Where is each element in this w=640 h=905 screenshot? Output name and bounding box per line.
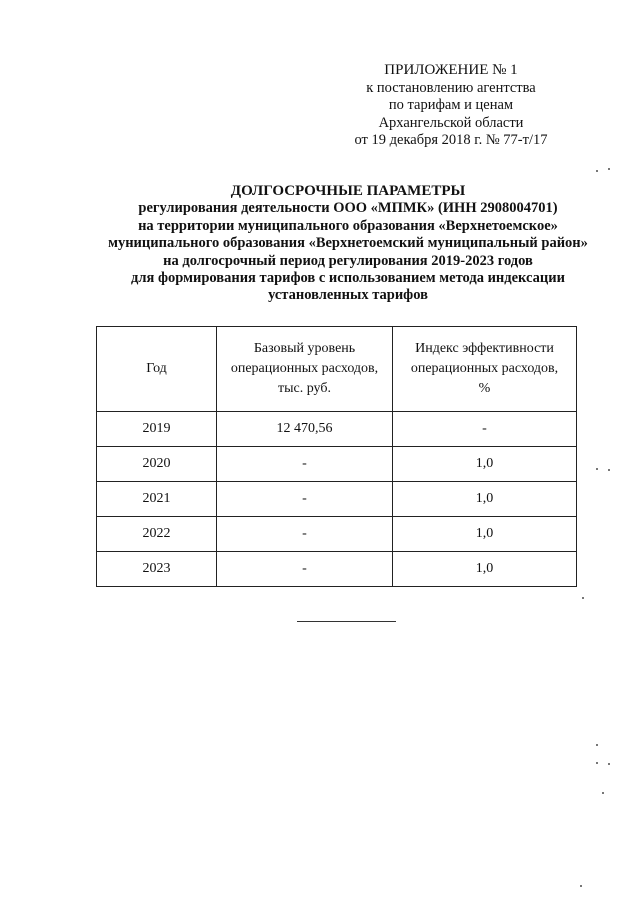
header-base-line: операционных расходов, — [230, 361, 379, 376]
parameters-table — [96, 326, 577, 587]
table-row — [97, 412, 577, 447]
cell-efficiency-index: 1,0 — [393, 552, 577, 587]
cell-year: 2019 — [97, 412, 217, 447]
heading-line: муниципального образования «Верхнетоемский муниципальный район» — [108, 235, 588, 252]
scan-speck — [596, 170, 598, 172]
appendix-line: от 19 декабря 2018 г. № 77-т/17 — [354, 132, 548, 148]
appendix-block — [340, 62, 562, 150]
scan-speck — [580, 885, 582, 887]
document-heading — [60, 183, 636, 305]
appendix-line: Архангельской области — [378, 114, 524, 131]
table-header-row — [97, 327, 577, 412]
header-base-line: Базовый уровень — [253, 341, 356, 356]
header-year-label: Год — [146, 361, 167, 376]
appendix-title: ПРИЛОЖЕНИЕ № 1 — [384, 62, 518, 78]
scan-speck — [596, 744, 598, 746]
cell-base-level: - — [217, 517, 393, 552]
header-index-line: % — [478, 381, 491, 396]
cell-efficiency-index: 1,0 — [393, 482, 577, 517]
cell-base-level: - — [217, 482, 393, 517]
heading-line: регулирования деятельности ООО «МПМК» (ИНН 2908004701) — [138, 200, 558, 217]
table-row — [97, 482, 577, 517]
header-efficiency-index — [393, 327, 577, 412]
header-index-line: Индекс эффективности — [415, 341, 554, 356]
scan-speck — [596, 468, 598, 470]
table-row — [97, 517, 577, 552]
heading-line: для формирования тарифов с использованием метода индексации — [131, 270, 565, 287]
header-base-line: тыс. руб. — [278, 381, 331, 396]
appendix-line: к постановлению агентства — [366, 79, 536, 96]
cell-year: 2023 — [97, 552, 217, 587]
heading-line: установленных тарифов — [268, 287, 428, 304]
cell-base-level: 12 470,56 — [217, 412, 393, 447]
heading-line: на долгосрочный период регулирования 2019-2023 годов — [163, 252, 533, 269]
header-year — [97, 327, 217, 412]
appendix-line: по тарифам и ценам — [388, 97, 514, 113]
table-row — [97, 552, 577, 587]
scan-speck — [602, 792, 604, 794]
scan-speck — [582, 597, 584, 599]
heading-line: на территории муниципального образования «Верхнетоемское» — [138, 217, 558, 234]
scan-speck — [608, 168, 610, 170]
scan-speck — [596, 762, 598, 764]
scan-speck — [608, 763, 610, 765]
cell-year: 2021 — [97, 482, 217, 517]
header-index-line: операционных расходов, — [410, 361, 559, 376]
cell-efficiency-index: 1,0 — [393, 447, 577, 482]
table-row — [97, 447, 577, 482]
cell-base-level: - — [217, 447, 393, 482]
header-base-level — [217, 327, 393, 412]
scan-speck — [608, 469, 610, 471]
cell-year: 2020 — [97, 447, 217, 482]
cell-efficiency-index: - — [393, 412, 577, 447]
end-separator-line — [297, 621, 396, 622]
cell-base-level: - — [217, 552, 393, 587]
cell-efficiency-index: 1,0 — [393, 517, 577, 552]
document-title: ДОЛГОСРОЧНЫЕ ПАРАМЕТРЫ — [230, 183, 466, 199]
cell-year: 2022 — [97, 517, 217, 552]
